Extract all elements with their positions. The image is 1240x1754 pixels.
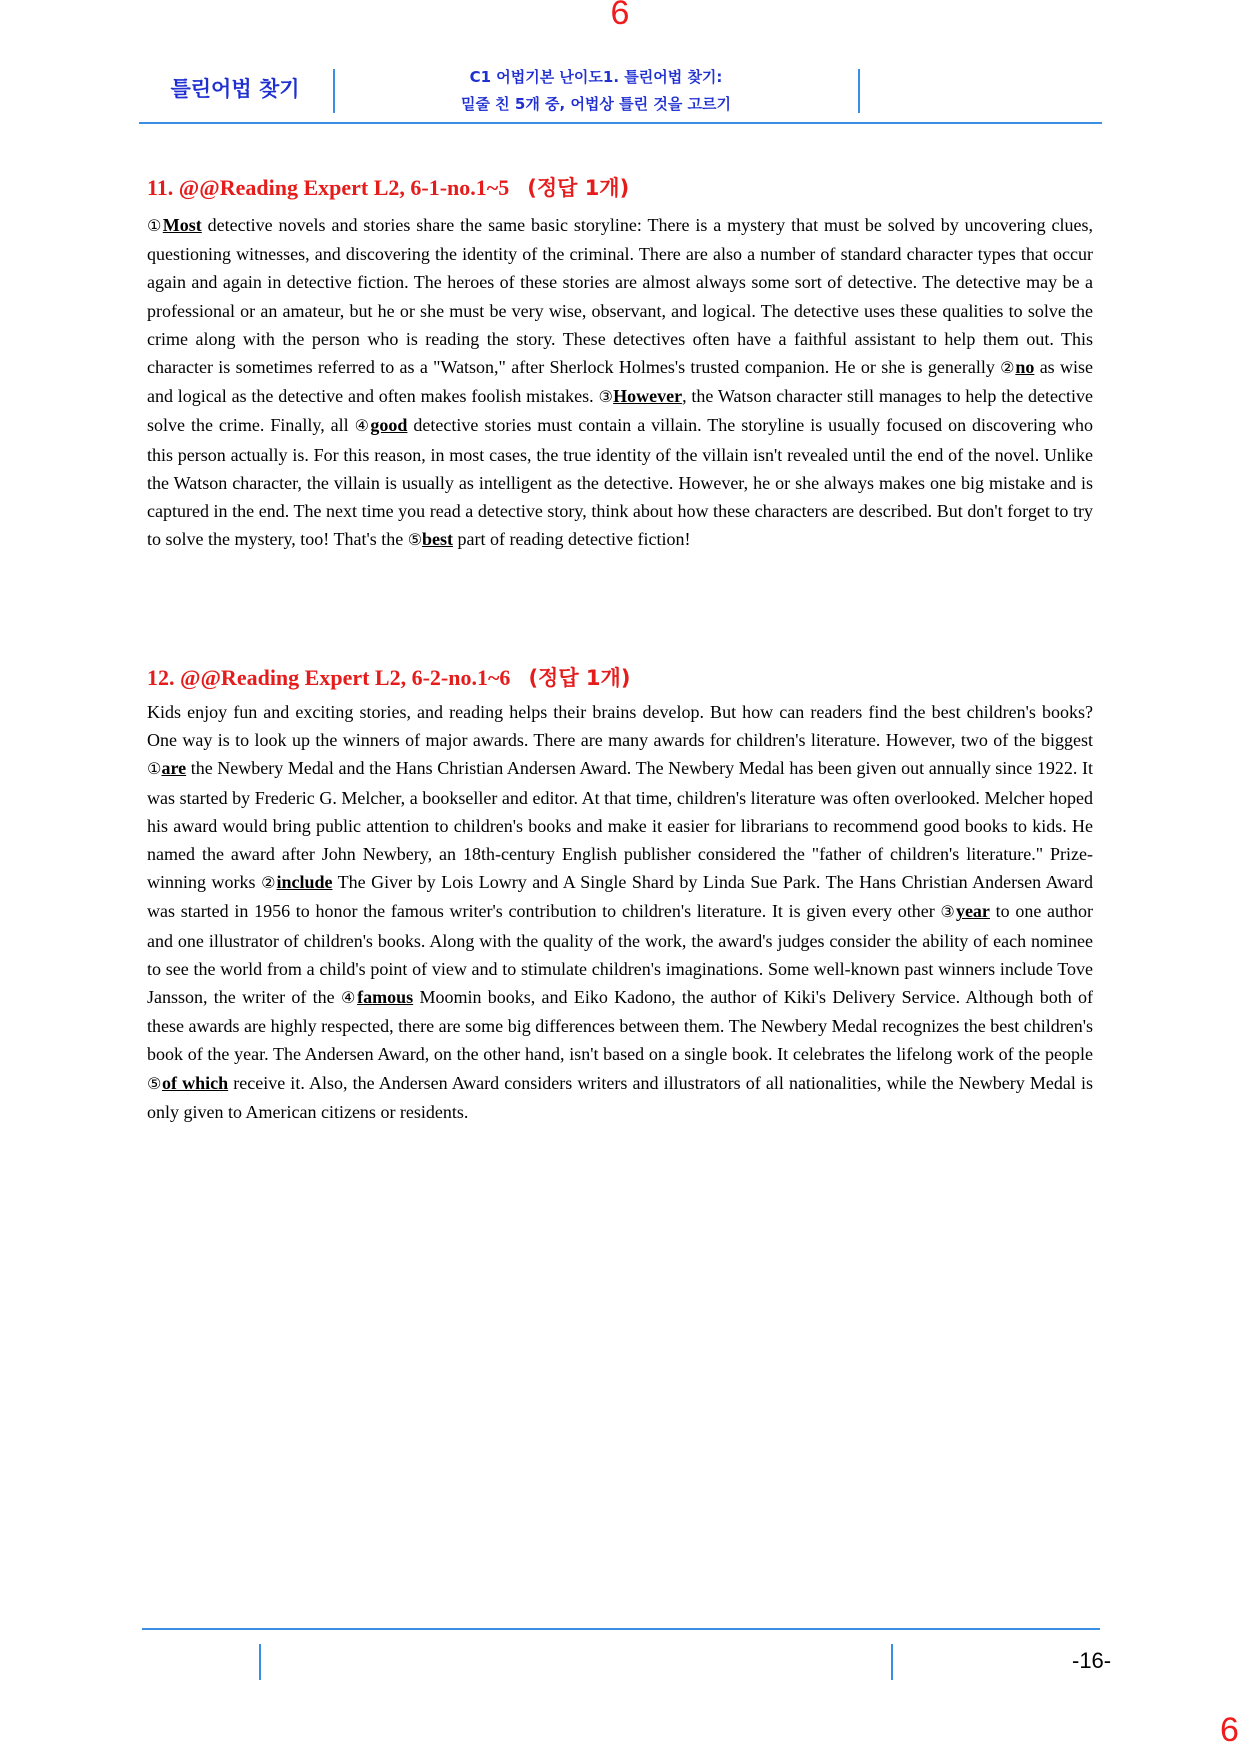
answer-note: (정답 1개) — [528, 666, 631, 690]
passage-segment: receive it. Also, the Andersen Award considers writers and illustrators of all nationalities, while the Newbery Medal is only given to American citizens or residents. — [147, 1072, 1093, 1122]
underlined-choice-5: best — [422, 529, 454, 550]
underlined-choice-4: famous — [357, 987, 414, 1008]
underlined-choice-2: no — [1015, 357, 1035, 378]
answer-note: (정답 1개) — [527, 176, 630, 200]
question-12-title — [147, 662, 630, 692]
marker-1: ① — [147, 216, 163, 235]
header-subtitle-line1: C1 어법기본 난이도1. 틀린어법 찾기: — [469, 68, 723, 86]
passage-segment: Moomin books, and Eiko Kadono, the author of Kiki's Delivery Service. Although both of these awards are highly respected, there are some big differences between them. The Newbery Medal recognizes the best children's book of the year. The Andersen Award, on the other hand, isn't based on a single book. It celebrates the lifelong work of the people — [147, 987, 1094, 1065]
passage-segment: to one author and one illustrator of children's books. Along with the quality of the work, the award's judges consider the ability of each nominee to see the world from a child's point of view and to stimulate children's imaginations. Some well-known past winners include Tove Jansson, the writer of the — [147, 901, 1093, 1008]
passage-segment: Kids enjoy fun and exciting stories, and reading helps their brains develop. But how can readers find the best children's books? One way is to look up the winners of major awards. There are many awards for children's literature. However, two of the biggest — [147, 702, 1093, 751]
header-divider-right — [858, 69, 860, 113]
underlined-choice-1: Most — [162, 215, 202, 235]
question-11-title — [147, 172, 629, 202]
passage-segment: part of reading detective fiction! — [453, 529, 691, 550]
footer-rule — [142, 1628, 1100, 1630]
footer-divider-right — [891, 1644, 893, 1680]
marker-4: ④ — [340, 988, 358, 1008]
question-title-text: 12. @@Reading Expert L2, 6-2-no.1~6 — [147, 665, 511, 690]
question-12-passage — [147, 698, 1093, 1126]
header-title: 틀린어법 찾기 — [170, 77, 300, 101]
question-title-text: 11. @@Reading Expert L2, 6-1-no.1~5 — [147, 175, 510, 200]
marker-5: ⑤ — [407, 530, 423, 550]
passage-segment: detective novels and stories share the same basic storyline: There is a mystery that must be solved by uncovering clues, questioning witnesses, and discovering the identity of the criminal. There are also a number of standard character types that occur again and again in detective fiction. The heroes of these stories are almost always some sort of detective. The detective may be a professional or an amateur, but he or she must be very wise, observant, and logical. The detective uses these qualities to solve the crime along with the person who is reading the story. These detectives often have a faithful assistant to help them out. This character is sometimes referred to as a "Watson," after Sherlock Holmes's trusted companion. He or she is generally — [147, 215, 1094, 378]
marker-3: ③ — [940, 902, 956, 922]
footer-page-label: -16- — [1072, 1648, 1112, 1673]
page-number-top: 6 — [610, 0, 630, 32]
question-11-passage — [147, 211, 1093, 554]
underlined-choice-1: are — [161, 758, 187, 779]
underlined-choice-3: However — [613, 386, 683, 407]
marker-2: ② — [1000, 358, 1016, 378]
underlined-choice-3: year — [955, 901, 990, 922]
marker-2: ② — [261, 873, 277, 893]
marker-5: ⑤ — [147, 1073, 162, 1093]
header-subtitle — [336, 64, 856, 118]
header-divider-left — [333, 69, 335, 113]
passage-segment: , the Watson character still manages to help the detective solve the crime. Finally, all — [147, 386, 1093, 436]
passage-segment: as wise and logical as the detective and often makes foolish mistakes. — [147, 357, 1094, 407]
passage-segment: The Giver by Lois Lowry and A Single Shard by Linda Sue Park. The Hans Christian Andersen Award was started in 1956 to honor the famous writer's contribution to children's literature. It is given every other — [147, 872, 1094, 922]
header-rule — [139, 122, 1102, 124]
footer-divider-left — [259, 1644, 261, 1680]
underlined-choice-5: of which — [161, 1072, 229, 1093]
marker-1: ① — [147, 759, 162, 779]
underlined-choice-2: include — [276, 872, 333, 893]
marker-4: ④ — [354, 416, 371, 436]
passage-segment: detective stories must contain a villain. The storyline is usually focused on discovering who this person actually is. For this reason, in most cases, the true identity of the villain isn't revealed until the end of the novel. Unlike the Watson character, the villain is usually as intelligent as the detective. However, he or she always makes one big mistake and is captured in the end. The next time you read a detective story, think about how these characters are described. But don't forget to try to solve the mystery, too! That's the — [147, 415, 1093, 550]
underlined-choice-4: good — [370, 415, 408, 436]
page-number-corner: 6 — [1220, 1711, 1239, 1749]
marker-3: ③ — [598, 387, 614, 407]
passage-segment: the Newbery Medal and the Hans Christian Andersen Award. The Newbery Medal has been given out annually since 1922. It was started by Frederic G. Melcher, a bookseller and editor. At that time, children's literature was often overlooked. Melcher hoped his award would bring public attention to children's books and make it easier for librarians to recommend good books to kids. He named the award after John Newbery, an 18th-century English publisher considered the "father of children's literature." Prize-winning works — [147, 758, 1093, 893]
header-subtitle-line2: 밑줄 친 5개 중, 어법상 틀린 것을 고르기 — [460, 95, 732, 113]
